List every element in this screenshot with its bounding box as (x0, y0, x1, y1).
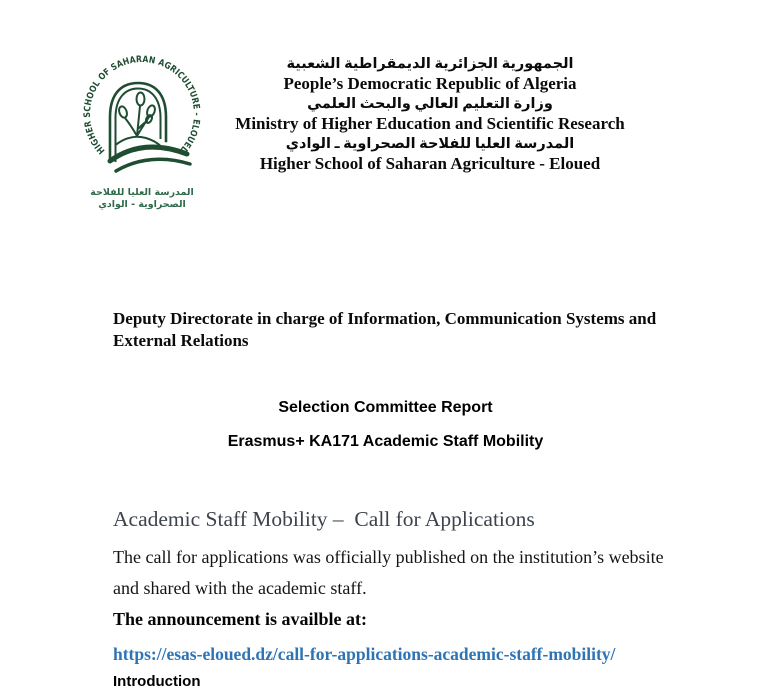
logo-plant-icon (118, 93, 157, 137)
logo-caption-arabic: المدرسة العليا للفلاحة الصحراوية - الوادي (90, 187, 194, 210)
report-title: Selection Committee Report (278, 399, 493, 416)
letterhead (225, 54, 635, 174)
logo-dunes-icon (110, 137, 190, 171)
report-subtitle: Erasmus+ KA171 Academic Staff Mobility (227, 433, 544, 450)
body-paragraph: The call for applications was officially published on the institution’s website and shared with the academic staff. (113, 547, 664, 598)
letterhead-school-en: Higher School of Saharan Agriculture - Eloued (259, 154, 601, 173)
logo-circle-text: HIGHER SCHOOL OF SAHARAN AGRICULTURE - ELOUED (82, 54, 202, 156)
introduction-heading: Introduction (113, 673, 201, 690)
announcement-label: The announcement is availble at: (113, 609, 368, 629)
section-heading: Academic Staff Mobility – Call for Applications (113, 507, 535, 531)
logo-emblem (70, 44, 214, 184)
letterhead-republic-en: People’s Democratic Republic of Algeria (283, 74, 577, 93)
directorate-title: Deputy Directorate in charge of Information, Communication Systems and External Relations (113, 309, 657, 350)
school-logo (70, 44, 214, 211)
letterhead-ministry-ar: وزارة التعليم العالي والبحث العلمي (307, 96, 553, 112)
letterhead-republic-ar: الجمهورية الجزائرية الديمقراطية الشعبية (286, 56, 574, 72)
announcement-link[interactable]: https://esas-eloued.dz/call-for-applications-academic-staff-mobility/ (113, 644, 616, 664)
letterhead-school-ar: المدرسة العليا للفلاحة الصحراوية ـ الوادي (285, 136, 575, 152)
letterhead-ministry-en: Ministry of Higher Education and Scientific Research (235, 114, 625, 133)
